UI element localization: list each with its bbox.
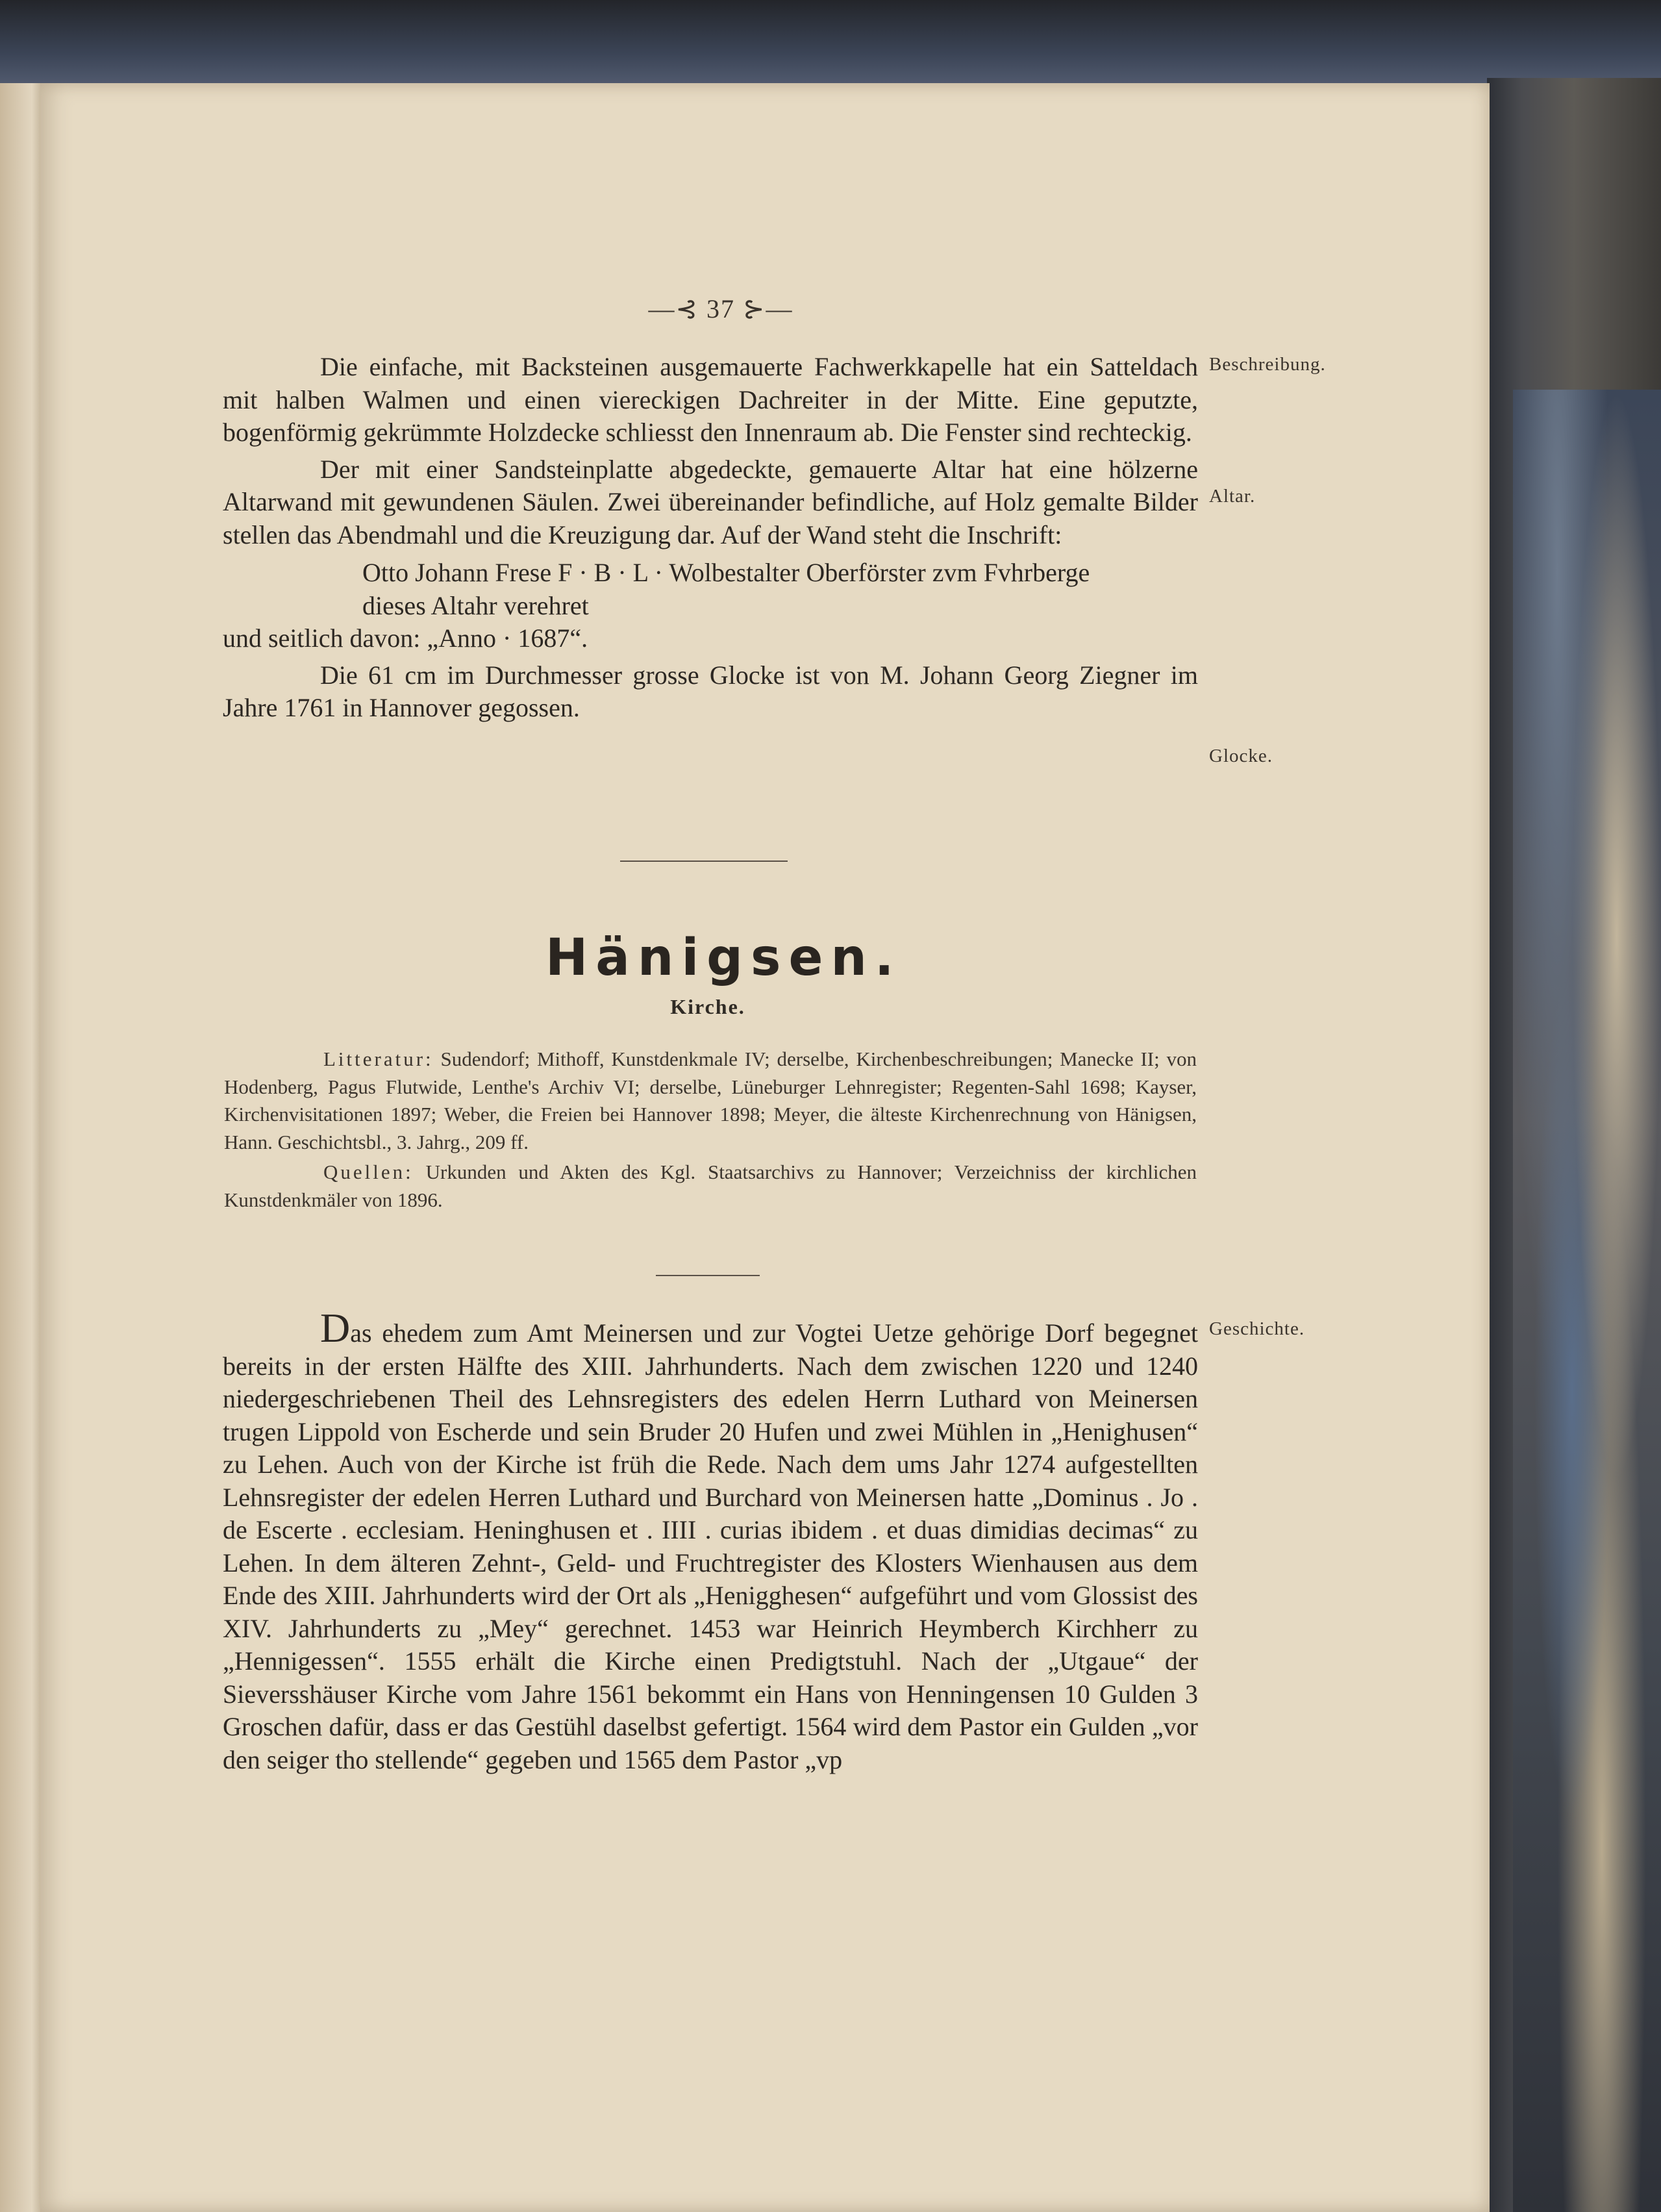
- sources-label: Quellen:: [323, 1161, 414, 1183]
- paragraph-anno: und seitlich davon: „Anno · 1687“.: [223, 623, 588, 653]
- literature-divider: [656, 1275, 760, 1276]
- left-page-edge: [0, 83, 45, 2212]
- paragraph-description: Die einfache, mit Backsteinen ausgemauerte Fachwerkkapelle hat ein Satteldach mit halben Walmen und einen viereckigen Dachreiter in der Mitte. Eine geputzte, bogenförmig gekrümmte Holzdecke schliesst den Innenraum ab. Die Fenster sind rechteckig.: [223, 352, 1198, 447]
- literature-label: Litteratur:: [323, 1048, 434, 1070]
- inscription-line-1: Otto Johann Frese F · B · L · Wolbestalter Oberförster zvm Fvhrberge: [362, 558, 1090, 587]
- page-title: Hänigsen.: [545, 929, 902, 987]
- history-dropcap: D: [320, 1305, 351, 1351]
- history-text: as ehedem zum Amt Meinersen und zur Vogtei Uetze gehörige Dorf begegnet bereits in der ersten Hälfte des XIII. Jahrhunderts. Nach dem zwischen 1220 und 1240 niedergeschriebenen Theil des Lehnsregisters des edelen Herrn Luthard von Meinersen trugen Lippold von Escherde und sein Bruder 20 Hufen und zwei Mühlen in „Henighusen“ zu Lehen. Auch von der Kirche ist früh die Rede. Nach dem ums Jahr 1274 aufgestellten Lehnsregister der edelen Herren Luthard und Burchard von Meinersen hatte „Dominus . Jo . de Escerte . ecclesiam. Heninghusen et . IIII . curias ibidem . et duas dimidias decimas“ zu Lehen. In dem älteren Zehnt-, Geld- und Fruchtregister des Klosters Wienhausen aus dem Ende des XIII. Jahrhunderts wird der Ort als „Henigghesen“ aufgeführt und vom Glossist des XIV. Jahrhunderts zu „Mey“ gerechnet. 1453 war Heinrich Heymberch Kirchherr zu „Hennigessen“. 1555 erhält die Kirche einen Predigtstuhl. Nach der „Utgaue“ der Sieversshäuser Kirche vom Jahre 1561 bekommt ein Hans von Henningensen 10 Gulden 3 Groschen dafür, dass er das Gestühl daselbst gefertigt. 1564 wird dem Pastor ein Gulden „vor den seiger tho stellende“ gegeben und 1565 dem Pastor „vp: [223, 1318, 1198, 1774]
- page-number: —⊰ 37 ⊱—: [648, 294, 793, 323]
- inscription-line-2: dieses Altahr verehret: [362, 590, 589, 620]
- margin-note-glocke: Glocke.: [1209, 746, 1273, 766]
- page-subtitle: Kirche.: [670, 995, 745, 1018]
- literature-block: [224, 1046, 1197, 1214]
- margin-note-beschreibung: Beschreibung.: [1209, 354, 1326, 375]
- literature-text: Sudendorf; Mithoff, Kunstdenkmale IV; derselbe, Kirchenbeschreibungen; Manecke II; von Hodenberg, Pagus Flutwide, Lenthe's Archiv VI; derselbe, Lüneburger Lehnregister; Regenten-Sahl 1698; Kayser, Kirchenvisitationen 1897; Weber, die Freien bei Hannover 1898; Meyer, die älteste Kirchenrechnung von Hänigsen, Hann. Geschichtsbl., 3. Jahrg., 209 ff.: [224, 1048, 1197, 1153]
- margin-note-altar: Altar.: [1209, 486, 1256, 507]
- margin-note-geschichte: Geschichte.: [1209, 1318, 1305, 1339]
- marbled-endpaper: [1513, 390, 1661, 2212]
- sources-text: Urkunden und Akten des Kgl. Staatsarchivs zu Hannover; Verzeichniss der kirchlichen Kunstdenkmäler von 1896.: [224, 1161, 1197, 1211]
- section-description: [223, 351, 1198, 725]
- section-divider: [620, 861, 788, 862]
- paragraph-bell: Die 61 cm im Durchmesser grosse Glocke ist von M. Johann Georg Ziegner im Jahre 1761 in Hannover gegossen.: [223, 660, 1198, 722]
- paragraph-altar: Der mit einer Sandsteinplatte abgedeckte, gemauerte Altar hat eine hölzerne Altarwand mit gewundenen Säulen. Zwei übereinander befindliche, auf Holz gemalte Bilder stellen das Abendmahl und die Kreuzigung dar. Auf der Wand steht die Inschrift:: [223, 454, 1198, 549]
- section-history: [223, 1305, 1198, 1776]
